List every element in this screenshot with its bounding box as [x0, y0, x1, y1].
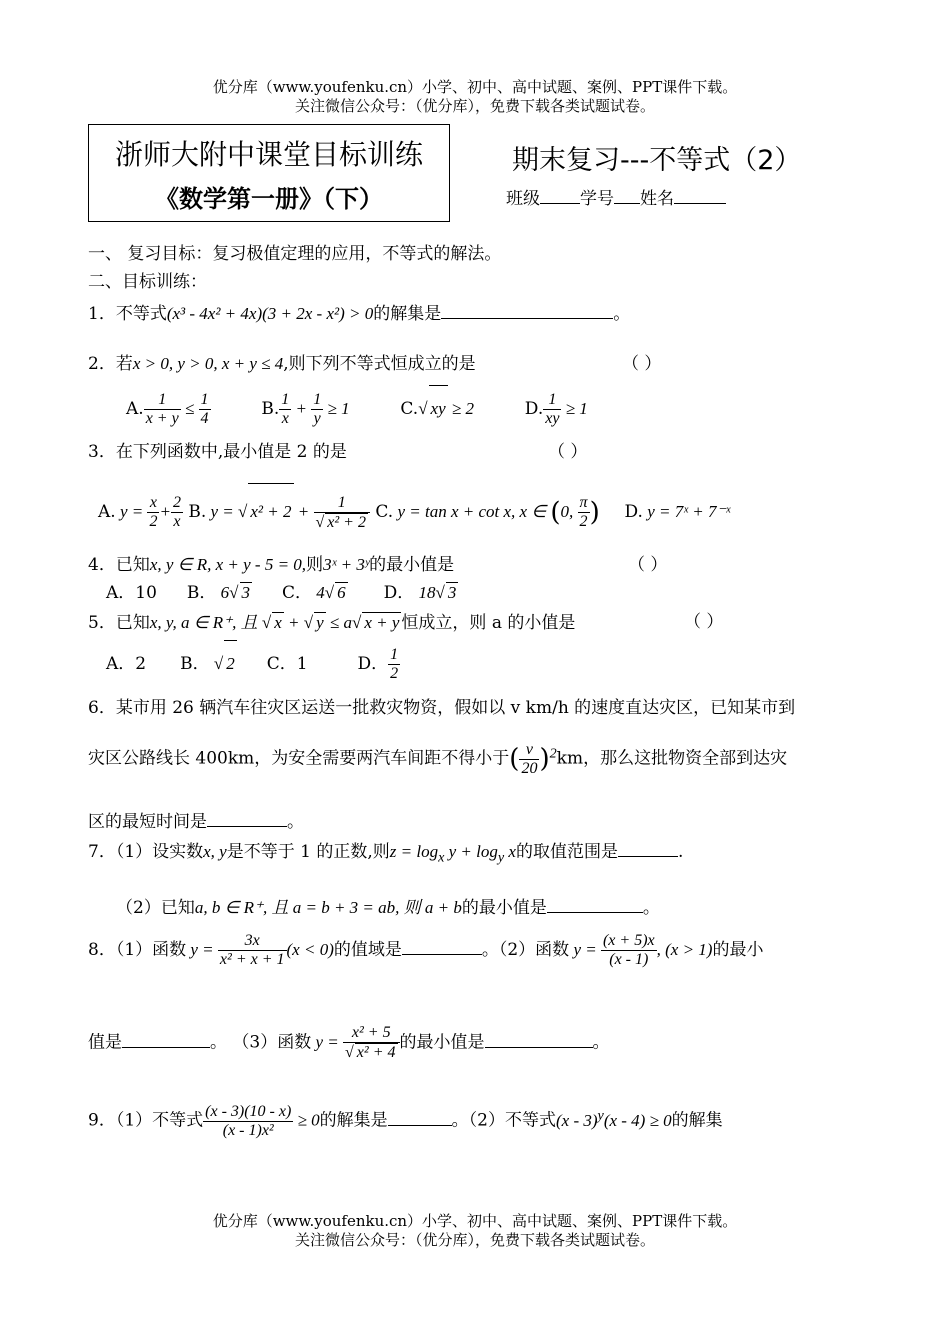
- footer-line-1: 优分库（www.youfenku.cn）小学、初中、高中试题、案例、PPT课件下载。: [212, 1212, 738, 1230]
- question-6-line-1: 6．某市用 26 辆汽车往灾区运送一批救灾物资，假如以 v km/h 的速度直达灾区，已知某市到: [88, 698, 796, 718]
- footer-line-2: 关注微信公众号：（优分库），免费下载各类试题试卷。: [294, 1231, 655, 1249]
- section-2: 二、目标训练：: [88, 272, 207, 292]
- header-line-1: 优分库（www.youfenku.cn）小学、初中、高中试题、案例、PPT课件下载。: [212, 78, 738, 96]
- q8-1-answer-blank[interactable]: [402, 938, 482, 955]
- question-6-line-3: 区的最短时间是 。: [88, 812, 304, 832]
- school-title: 浙师大附中课堂目标训练: [114, 138, 423, 171]
- number-blank[interactable]: [614, 187, 640, 204]
- book-title: 《数学第一册》（下）: [155, 185, 383, 213]
- q5-answer-paren[interactable]: （ ）: [684, 612, 724, 632]
- class-label: 班级: [506, 189, 540, 209]
- question-7-part-2: （2）已知a, b ∈ R⁺, 且 a = b + 3 = ab, 则 a + b的最小值是 。: [116, 898, 660, 918]
- q2-options: A. $\frac{1}{x + y}$ ≤ $\frac{1}{4}$ B. $\frac{1}{x}$ + $\frac{1}{y}$ ≥ 1 C.√ xy ≥ 2 D. $\frac{1}{xy}$ ≥ 1: [126, 385, 588, 431]
- q5-options: A．2 B． √ 2 C．1 D． $\frac{1}{2}$: [106, 640, 400, 686]
- question-1: 1．不等式(x³ - 4x² + 4x)(3 + 2x - x²) > 0的解集是 。: [88, 304, 631, 324]
- q9-1-answer-blank[interactable]: [388, 1109, 452, 1126]
- q8-2-answer-blank[interactable]: [122, 1031, 210, 1048]
- q8-3-answer-blank[interactable]: [485, 1031, 593, 1048]
- q2-answer-paren[interactable]: （ ）: [622, 354, 662, 374]
- page-title: 期末复习---不等式（2）: [512, 145, 802, 176]
- header-line-2: 关注微信公众号：（优分库），免费下载各类试题试卷。: [294, 97, 655, 115]
- q4-options: A．10 B． 6√ 3 C． 4√ 6 D． 18√ 3: [106, 583, 457, 603]
- class-blank[interactable]: [540, 187, 580, 204]
- q7-1-answer-blank[interactable]: [618, 840, 678, 857]
- question-9: 9．（1）不等式 $\frac{(x - 3)(10 - x)}{\text{(x - 1)x²}}$ ≥ 0的解集是 。（2）不等式(x - 3)$^y$(x - 4) ≥ 0的解集: [88, 1102, 723, 1139]
- question-8-line-2: 值是 。 （3）函数 y = $\frac{\text{x² + 5}}{\text{√ x² + 4}}$ 的最小值是 。: [88, 1024, 610, 1061]
- number-label: 学号: [580, 189, 614, 209]
- question-5: 5．已知x, y, a ∈ R⁺, 且 √ x + √ y ≤ a√ x + y 恒成立，则 a 的小值是: [88, 613, 576, 633]
- q2-condition: x > 0, y > 0, x + y ≤ 4: [132, 354, 284, 373]
- q1-answer-blank[interactable]: [441, 302, 613, 319]
- question-6-line-2: 灾区公路线长 400km，为安全需要两汽车间距不得小于( $\frac{v}{20}$ )$^2$km，那么这批物资全部到达灾: [88, 740, 788, 777]
- section-1: 一、 复习目标：复习极值定理的应用，不等式的解法。: [88, 244, 502, 264]
- q3-answer-paren[interactable]: （ ）: [548, 442, 588, 462]
- question-8-line-1: 8．（1）函数 y = $\frac{3x}{\text{x² + x + 1}}$ (x < 0)的值域是 。（2）函数 y = $\frac{(x + 5)x}{(x - 1)}$ , (x > 1)的最小: [88, 932, 764, 968]
- title-box: [88, 124, 450, 222]
- student-info: [506, 187, 726, 209]
- q7-2-answer-blank[interactable]: [547, 896, 643, 913]
- question-2: 2．若x > 0, y > 0, x + y ≤ 4,则下列不等式恒成立的是: [88, 354, 476, 374]
- question-3: 3．在下列函数中,最小值是 2 的是: [88, 442, 347, 462]
- question-4: 4．已知x, y ∈ R, x + y - 5 = 0,则3ˣ + 3ʸ的最小值是: [88, 555, 455, 575]
- q4-answer-paren[interactable]: （ ）: [628, 555, 668, 575]
- name-blank[interactable]: [674, 187, 726, 204]
- q1-expression: (x³ - 4x² + 4x)(3 + 2x - x²) > 0: [166, 304, 374, 323]
- question-7-part-1: 7．（1）设实数x, y是不等于 1 的正数,则$z = \log_x y + \log_y x$的取值范围是 .: [88, 842, 684, 866]
- q6-answer-blank[interactable]: [207, 810, 287, 827]
- q2-option-a-frac: $\frac{1}{x + y}$: [145, 391, 179, 427]
- name-label: 姓名: [640, 189, 674, 209]
- q3-options: A. y = $\frac{x}{2}$ + $\frac{2}{x}$ B. y = √ x² + 2 + $\frac{1}{\text{√ x² + 2}}$ C. y = tan x + cot x, x ∈ (0, $\frac{\pi}{2}$ ) D. y = 7ˣ + 7⁻ˣ: [98, 483, 730, 539]
